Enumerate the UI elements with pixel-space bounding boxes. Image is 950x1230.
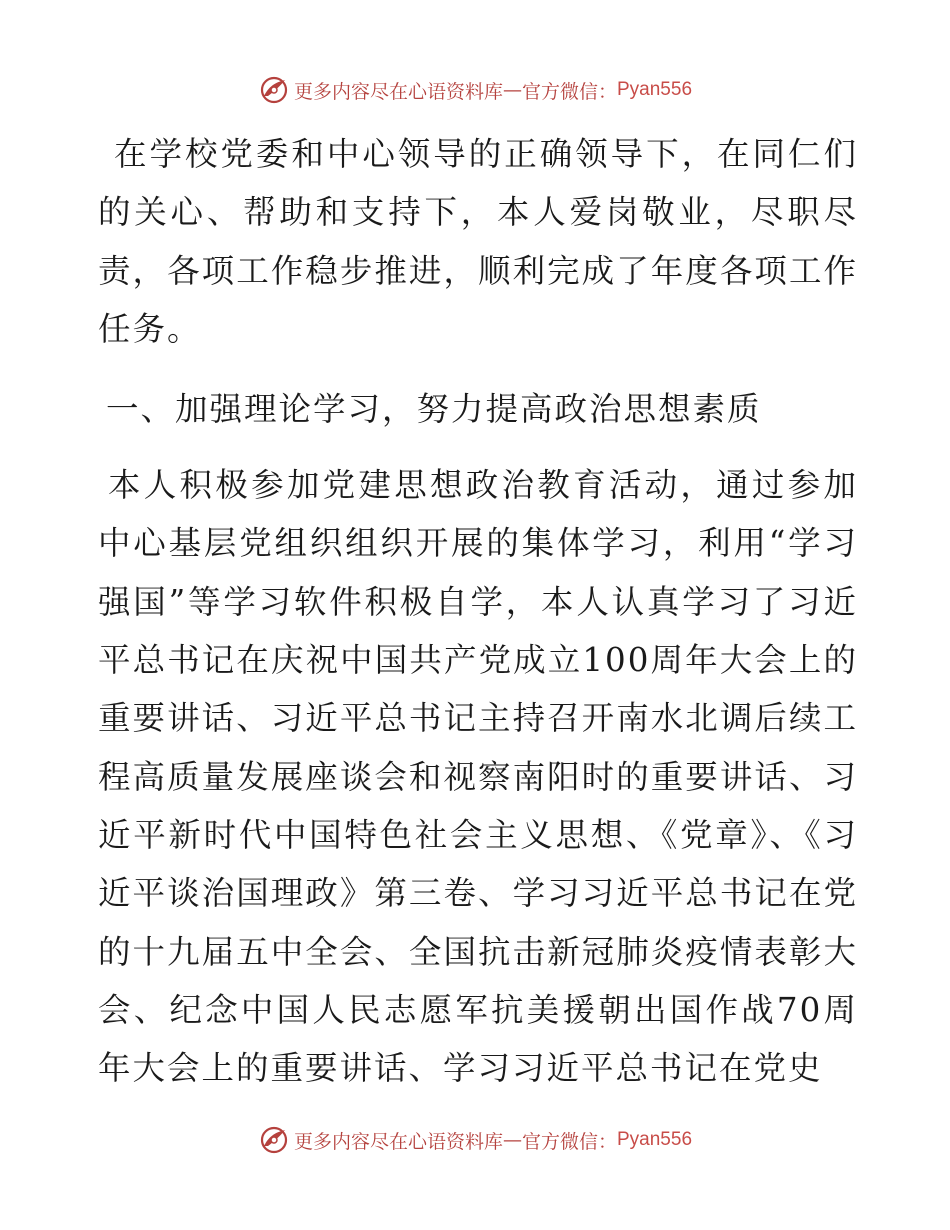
section-1-paragraph: 本人积极参加党建思想政治教育活动，通过参加中心基层党组织组织开展的集体学习，利用“学习强国”等学习软件积极自学，本人认真学习了习近平总书记在庆祝中国共产党成立100周年大会上的重要讲话、习近平总书记主持召开南水北调后续工程高质量发展座谈会和视察南阳时的重要讲话、习近平新时代中国特色社会主义思想、《党章》、《习近平谈治国理政》第三卷、学习习近平总书记在党的十九届五中全会、全国抗击新冠肺炎疫情表彰大会、纪念中国人民志愿军抗美援朝出国作战70周年大会上的重要讲话、学习习近平总书记在党史 bbox=[98, 466, 858, 1088]
section-1-heading: 一、加强理论学习，努力提高政治思想素质 bbox=[106, 390, 762, 429]
footer-watermark-banner bbox=[0, 1120, 950, 1160]
intro-paragraph: 在学校党委和中心领导的正确领导下，在同仁们的关心、帮助和支持下，本人爱岗敬业，尽职尽责，各项工作稳步推进，顺利完成了年度各项工作任务。 bbox=[98, 135, 858, 348]
footer-wechat-label: 官方微信： bbox=[521, 1130, 617, 1153]
footer-site-text: 更多内容尽在心语资料库 bbox=[293, 1130, 503, 1153]
quill-swirl-logo-icon bbox=[258, 1124, 290, 1156]
header-watermark-banner bbox=[0, 70, 950, 110]
footer-separator: — bbox=[502, 1129, 522, 1151]
header-site-text: 更多内容尽在心语资料库 bbox=[293, 80, 503, 103]
document-body bbox=[98, 125, 858, 1097]
header-wechat-label: 官方微信： bbox=[521, 80, 617, 103]
header-separator: — bbox=[502, 79, 522, 101]
header-wechat-id: Pyan556 bbox=[617, 79, 693, 100]
quill-swirl-logo-icon bbox=[258, 74, 290, 106]
footer-wechat-id: Pyan556 bbox=[617, 1129, 693, 1150]
